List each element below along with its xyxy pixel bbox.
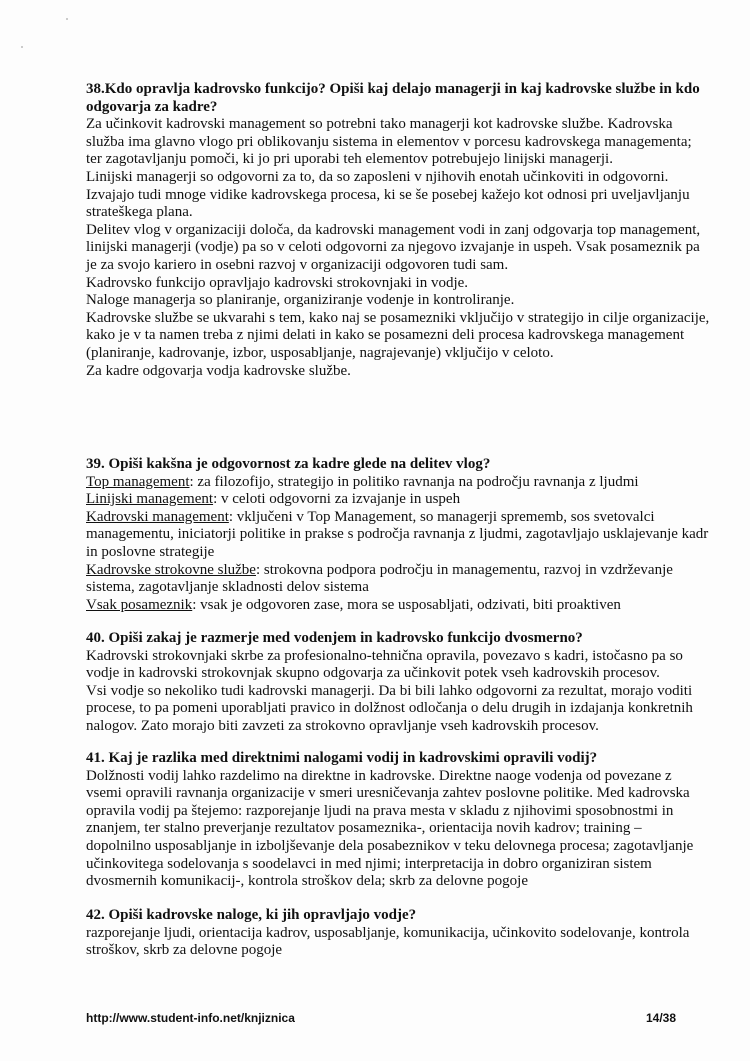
responsibility-text: : vključeni v Top Management, so managerji sprememb, sos svetovalci managementu, iniciatorji politike in prakse s področja ravnanja z ljudmi, zagotavljajo usklajevanje kadr in poslovne strategije bbox=[86, 508, 709, 560]
answer-paragraph: Naloge managerja so planiranje, organiziranje vodenje in kontroliranje. bbox=[86, 292, 515, 309]
section-q41 bbox=[86, 750, 710, 891]
answer-paragraph: Za kadre odgovarja vodja kadrovske službe. bbox=[86, 362, 351, 379]
answer-paragraph: Kadrovske službe se ukvarahi s tem, kako naj se posamezniki vključijo v strategijo in cilje organizacije, kako je v ta namen treba z njimi delati in kako se posamezni deli procesa kadrovskega management (planiranje, kadrovanje, izbor, usposabljanje, nagrajevanje) vključijo v celoto. bbox=[86, 309, 710, 361]
responsibility-item bbox=[86, 597, 710, 615]
responsibility-text: : strokovna podpora področju in managementu, razvoj in vzdrževanje sistema, zagotavljanje skladnosti delov sistema bbox=[86, 561, 673, 596]
section-q39 bbox=[86, 456, 710, 614]
responsibility-term: Kadrovski management bbox=[86, 508, 229, 525]
responsibility-item bbox=[86, 474, 710, 492]
footer-url: http://www.student-info.net/knjiznica bbox=[86, 1011, 295, 1025]
answer-paragraph: Za učinkovit kadrovski management so potrebni tako managerji kot kadrovske službe. Kadrovska služba ima glavno vlogo pri oblikovanju sistema in elementov v porcesu kadrovskega managementa; ter zagotavljanju pomoči, ki jo pri uporabi teh elementov potrebujejo linijski managerji. bbox=[86, 116, 692, 168]
question-heading: 39. Opiši kakšna je odgovornost za kadre glede na delitev vlog? bbox=[86, 456, 491, 472]
answer-paragraph: razporejanje ljudi, orientacija kadrov, usposabljanje, komunikacija, učinkovito sodelovanje, kontrola stroškov, skrb za delovne pogoje bbox=[86, 924, 690, 959]
section-q38 bbox=[86, 81, 710, 380]
responsibility-text: : vsak je odgovoren zase, mora se usposabljati, odzivati, biti proaktiven bbox=[192, 596, 621, 613]
responsibility-term: Vsak posameznik bbox=[86, 596, 193, 613]
responsibility-term: Top management bbox=[86, 473, 190, 490]
question-heading: 38.Kdo opravlja kadrovsko funkcijo? Opiši kaj delajo managerji in kaj kadrovske službe in kdo odgovarja za kadre? bbox=[86, 81, 700, 115]
responsibility-text: : v celoti odgovorni za izvajanje in uspeh bbox=[213, 491, 461, 508]
answer-paragraph: Kadrovsko funkcijo opravljajo kadrovski strokovnjaki in vodje. bbox=[86, 274, 469, 291]
question-heading: 40. Opiši zakaj je razmerje med vodenjem in kadrovsko funkcijo dvosmerno? bbox=[86, 630, 583, 646]
section-q42 bbox=[86, 907, 710, 960]
page-number: 14/38 bbox=[645, 1011, 676, 1025]
responsibility-item bbox=[86, 562, 710, 597]
section-q40 bbox=[86, 630, 710, 736]
answer-paragraph: Dolžnosti vodij lahko razdelimo na direktne in kadrovske. Direktne naoge vodenja od povezane z vsemi opravili ravnanja organizacije v smeri uresničevanja zahtev poslovne politike. Med kadrovska opravila vodij pa štejemo: razporejanje ljudi na prava mesta v skladu z njihovimi sposobnostmi in znanjem, ter stalno preverjanje rezultatov posameznika-, orientacija novih kadrov; training – dopolnilno usposabljanje in izboljševanje dela posabeznikov v teku delovnega procesa; zagotavljanje učinkovitega sodelovanja s soodelavci in med njimi; interpretacija in dobro organiziran sistem dvosmernih komunikacij-, kontrola stroškov dela; skrb za delovne pogoje bbox=[86, 767, 694, 890]
responsibility-item bbox=[86, 491, 710, 509]
responsibility-term: Linijski management bbox=[86, 491, 214, 508]
answer-paragraph: Linijski managerji so odgovorni za to, da so zaposleni v njihovih enotah učinkoviti in odgovorni. Izvajajo tudi mnoge vidike kadrovskega procesa, ki se še posebej kažejo kot odnosi pri uveljavljanju strateškega plana. bbox=[86, 168, 690, 221]
answer-paragraph: Delitev vlog v organizaciji določa, da kadrovski management vodi in zanj odgovarja top management, linijski managerji (vodje) pa so v celoti odgovorni za njegovo izvajanje in uspeh. Vsak posameznik pa je za svojo kariero in osebni razvoj v organizaciji odgovoren tudi sam. bbox=[86, 221, 701, 273]
answer-paragraph: Vsi vodje so nekoliko tudi kadrovski managerji. Da bi bili lahko odgovorni za rezultat, morajo voditi procese, to pa pomeni uporabljati pravico in dolžnost odločanja o delu drugih in izdajanja konkretnih nalogov. Zato morajo biti zavzeti za strokovno opravljanje vseh kadrovskih procesov. bbox=[86, 682, 693, 734]
scan-speck bbox=[21, 46, 23, 48]
answer-paragraph: Kadrovski strokovnjaki skrbe za profesionalno-tehnična opravila, povezavo s kadri, istočasno pa so vodje in kadrovski strokovnjak skupno odgovarja za učinkovit potek vseh kadrovskih procesov. bbox=[86, 647, 683, 682]
responsibility-item bbox=[86, 509, 710, 562]
question-heading: 42. Opiši kadrovske naloge, ki jih opravljajo vodje? bbox=[86, 907, 417, 923]
responsibility-term: Kadrovske strokovne službe bbox=[86, 561, 256, 578]
question-heading: 41. Kaj je razlika med direktnimi nalogami vodij in kadrovskimi opravili vodij? bbox=[86, 750, 598, 766]
responsibility-text: : za filozofijo, strategijo in politiko ravnanja na področju ravnanja z ljudmi bbox=[189, 473, 639, 490]
scan-speck bbox=[66, 18, 68, 20]
